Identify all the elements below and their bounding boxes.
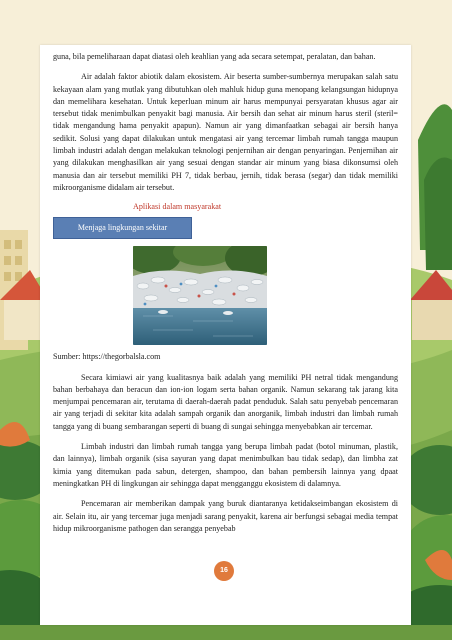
polluted-river-photo [133,246,267,345]
paragraph-continuation: guna, bila pemeliharaan dapat diatasi oleh keahlian yang ada secara setempat, peralatan, dan bahan. [53,52,376,61]
image-source: Sumber: https://thegorbalsla.com [53,352,161,362]
paragraph-impact: Pencemaran air memberikan dampak yang buruk diantaranya ketidakseimbangan ekosistem di air. Selain itu, air yang tercemar juga menjadi sarang penyakit, karena air berfungsi sebagai media tempat hidup mikroorganisme pathogen dan serangga penyebab [53,499,398,533]
section-banner: Menjaga lingkungan sekitar [53,217,192,239]
paragraph-waste: Limbah industri dan limbah rumah tangga yang berupa limbah padat (botol minuman, plastik, dan lainnya), limbah organik (sisa sayuran yang dapat menimbulkan bau tidak sedap), dan limbha zat kimia yang ditemukan pada sabun, detergen, shampoo, dan bahan pembersih lainnya yang dpaat meningkatkan PH di lingkungan air sehingga dapat mengganggu ekosistem di dalamnya. [53,442,398,488]
application-label: Aplikasi dalam masyarakat [133,202,222,212]
page-content [53,51,398,535]
page-number: 16 [214,561,234,581]
paragraph-water-abiotic: Air adalah faktor abiotik dalam ekosistem. Air beserta sumber-sumbernya merupakan salah satu kekayaan alam yang mutlak yang dibutuhkan oleh mahluk hidup guna menopang kelangsungan hidupnya dan memelihara kesehatan. Untuk keperluan minum air harus mempunyai persyaratan khusus agar air tersebut tidak menimbulkan penyakit bagi manusia. Air bersih dan sehat air minum harus steril (steril= tidak mengandung hama penyakit apapun). Namun air yang dimanfaatkan sebagai air bersih hanya sedikit. Solusi yang dapat dilakukan untuk mengatasi air yang tercemar limbah rumah tangga maupun limbah industri adalah dengan melakukan teknologi penjernihan air dengan penyaringan. Penjernihan air yang dilakukan menghasilkan air yang sesuai dengan standar air minum yang biasa dikonsumsi oleh manusia dan air tersebut memiliki PH 7, tidak berbau, jernih, tidak berasa (segar) dan tidak memiliki mikroorganisme didalam air tersebut. [53,72,398,192]
paragraph-water-quality: Secara kimiawi air yang kualitasnya baik adalah yang memiliki PH netral tidak mengandung bahan berbahaya dan beracun dan ion-ion logam serta bahan organik. Namun sekarang tak jarang kita menjumpai pencemaran air, terutama di daerah-daerah padat penduduk. Salah satu penyebab pencemaran air yang terjadi di sekitar kita adalah sampah organik dan anorganik, limbah industri dan limbah rumah tangga yang di buang sembarangan seperti di buang di sungai sehingga menyebabkan air tercemar. [53,372,398,431]
